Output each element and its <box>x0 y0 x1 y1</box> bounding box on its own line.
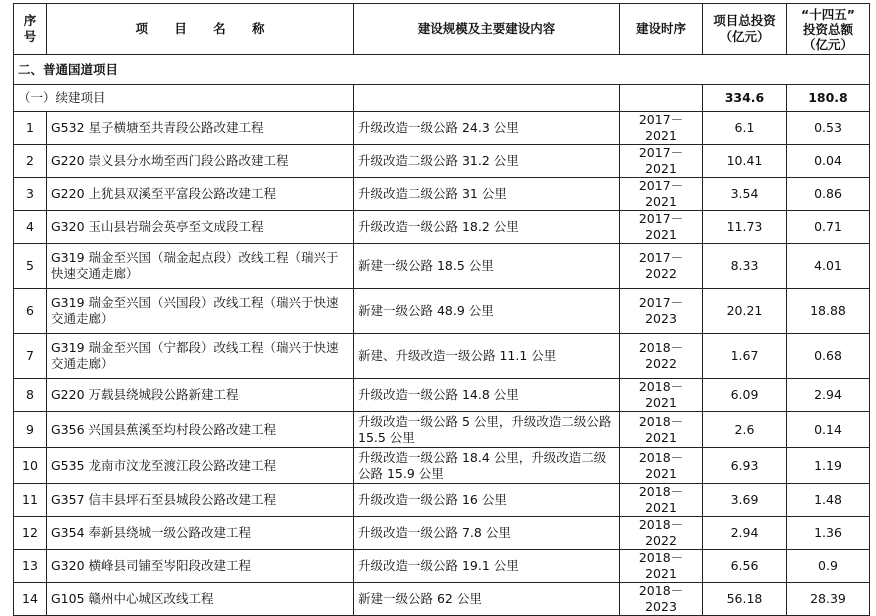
subsection-total: 334.6 <box>703 85 787 112</box>
subsection-row <box>14 85 870 112</box>
table-row <box>14 145 870 178</box>
table-row <box>14 484 870 517</box>
total-investment: 56.18 <box>703 583 787 616</box>
plan-investment: 28.39 <box>787 583 870 616</box>
table-row <box>14 112 870 145</box>
project-name: G320 玉山县岩瑞会英亭至文成段工程 <box>47 211 354 244</box>
row-number: 6 <box>14 289 47 334</box>
project-name: G354 奉新县绕城一级公路改建工程 <box>47 517 354 550</box>
subsection-plan: 180.8 <box>787 85 870 112</box>
plan-investment: 0.68 <box>787 334 870 379</box>
project-scope: 升级改造二级公路 31 公里 <box>354 178 620 211</box>
total-investment: 2.6 <box>703 412 787 448</box>
plan-investment: 0.86 <box>787 178 870 211</box>
row-number: 13 <box>14 550 47 583</box>
project-scope: 新建一级公路 18.5 公里 <box>354 244 620 289</box>
plan-investment: 0.04 <box>787 145 870 178</box>
table-row <box>14 211 870 244</box>
plan-investment: 0.14 <box>787 412 870 448</box>
table-row <box>14 379 870 412</box>
total-investment: 1.67 <box>703 334 787 379</box>
total-investment: 10.41 <box>703 145 787 178</box>
table-row <box>14 448 870 484</box>
project-name: G220 崇义县分水坳至西门段公路改建工程 <box>47 145 354 178</box>
construction-period: 2017－2021 <box>620 211 703 244</box>
plan-investment: 0.53 <box>787 112 870 145</box>
investment-table <box>13 3 870 616</box>
plan-investment: 0.9 <box>787 550 870 583</box>
project-scope: 新建一级公路 48.9 公里 <box>354 289 620 334</box>
row-number: 2 <box>14 145 47 178</box>
row-number: 3 <box>14 178 47 211</box>
construction-period: 2017－2022 <box>620 244 703 289</box>
construction-period: 2017－2023 <box>620 289 703 334</box>
plan-investment: 2.94 <box>787 379 870 412</box>
subsection-scope <box>354 85 620 112</box>
header-plan: “十四五” 投资总额 （亿元） <box>787 4 870 55</box>
construction-period: 2017－2021 <box>620 178 703 211</box>
project-name: G535 龙南市汶龙至渡江段公路改建工程 <box>47 448 354 484</box>
row-number: 10 <box>14 448 47 484</box>
construction-period: 2018－2022 <box>620 334 703 379</box>
construction-period: 2018－2023 <box>620 583 703 616</box>
header-row <box>14 4 870 55</box>
construction-period: 2017－2021 <box>620 145 703 178</box>
table-row <box>14 517 870 550</box>
header-name: 项 目 名 称 <box>47 4 354 55</box>
table-row <box>14 583 870 616</box>
construction-period: 2018－2021 <box>620 379 703 412</box>
total-investment: 20.21 <box>703 289 787 334</box>
plan-investment: 18.88 <box>787 289 870 334</box>
plan-investment: 0.71 <box>787 211 870 244</box>
total-investment: 11.73 <box>703 211 787 244</box>
construction-period: 2017－2021 <box>620 112 703 145</box>
project-scope: 升级改造一级公路 16 公里 <box>354 484 620 517</box>
table-row <box>14 244 870 289</box>
plan-investment: 4.01 <box>787 244 870 289</box>
total-investment: 2.94 <box>703 517 787 550</box>
project-scope: 升级改造一级公路 18.4 公里，升级改造二级公路 15.9 公里 <box>354 448 620 484</box>
subsection-label: （一）续建项目 <box>14 85 354 112</box>
total-investment: 8.33 <box>703 244 787 289</box>
row-number: 5 <box>14 244 47 289</box>
project-scope: 升级改造一级公路 19.1 公里 <box>354 550 620 583</box>
total-investment: 6.56 <box>703 550 787 583</box>
total-investment: 6.09 <box>703 379 787 412</box>
construction-period: 2018－2022 <box>620 517 703 550</box>
table-row <box>14 178 870 211</box>
project-name: G105 赣州中心城区改线工程 <box>47 583 354 616</box>
row-number: 14 <box>14 583 47 616</box>
project-name: G320 横峰县司铺至岑阳段改建工程 <box>47 550 354 583</box>
construction-period: 2018－2021 <box>620 412 703 448</box>
row-number: 11 <box>14 484 47 517</box>
section-row <box>14 55 870 85</box>
header-scope: 建设规模及主要建设内容 <box>354 4 620 55</box>
construction-period: 2018－2021 <box>620 484 703 517</box>
table-row <box>14 289 870 334</box>
plan-investment: 1.48 <box>787 484 870 517</box>
project-scope: 升级改造一级公路 14.8 公里 <box>354 379 620 412</box>
header-seq: 序号 <box>14 4 47 55</box>
project-scope: 升级改造二级公路 31.2 公里 <box>354 145 620 178</box>
project-name: G319 瑞金至兴国（兴国段）改线工程（瑞兴于快速交通走廊） <box>47 289 354 334</box>
section-title: 二、普通国道项目 <box>14 55 870 85</box>
row-number: 4 <box>14 211 47 244</box>
table-row <box>14 412 870 448</box>
header-period: 建设时序 <box>620 4 703 55</box>
project-scope: 升级改造一级公路 7.8 公里 <box>354 517 620 550</box>
project-scope: 升级改造一级公路 24.3 公里 <box>354 112 620 145</box>
project-name: G319 瑞金至兴国（瑞金起点段）改线工程（瑞兴于快速交通走廊） <box>47 244 354 289</box>
project-scope: 新建、升级改造一级公路 11.1 公里 <box>354 334 620 379</box>
total-investment: 6.93 <box>703 448 787 484</box>
table-row <box>14 550 870 583</box>
total-investment: 3.69 <box>703 484 787 517</box>
total-investment: 3.54 <box>703 178 787 211</box>
plan-investment: 1.19 <box>787 448 870 484</box>
row-number: 7 <box>14 334 47 379</box>
construction-period: 2018－2021 <box>620 448 703 484</box>
project-name: G319 瑞金至兴国（宁都段）改线工程（瑞兴于快速交通走廊） <box>47 334 354 379</box>
table-row <box>14 334 870 379</box>
construction-period: 2018－2021 <box>620 550 703 583</box>
header-total: 项目总投资 （亿元） <box>703 4 787 55</box>
row-number: 1 <box>14 112 47 145</box>
row-number: 9 <box>14 412 47 448</box>
plan-investment: 1.36 <box>787 517 870 550</box>
project-name: G220 万载县绕城段公路新建工程 <box>47 379 354 412</box>
total-investment: 6.1 <box>703 112 787 145</box>
project-scope: 升级改造一级公路 18.2 公里 <box>354 211 620 244</box>
project-name: G356 兴国县蕉溪至均村段公路改建工程 <box>47 412 354 448</box>
row-number: 8 <box>14 379 47 412</box>
project-name: G532 星子横塘至共青段公路改建工程 <box>47 112 354 145</box>
subsection-period <box>620 85 703 112</box>
project-name: G357 信丰县坪石至县城段公路改建工程 <box>47 484 354 517</box>
project-scope: 升级改造一级公路 5 公里，升级改造二级公路 15.5 公里 <box>354 412 620 448</box>
project-scope: 新建一级公路 62 公里 <box>354 583 620 616</box>
project-name: G220 上犹县双溪至平富段公路改建工程 <box>47 178 354 211</box>
row-number: 12 <box>14 517 47 550</box>
